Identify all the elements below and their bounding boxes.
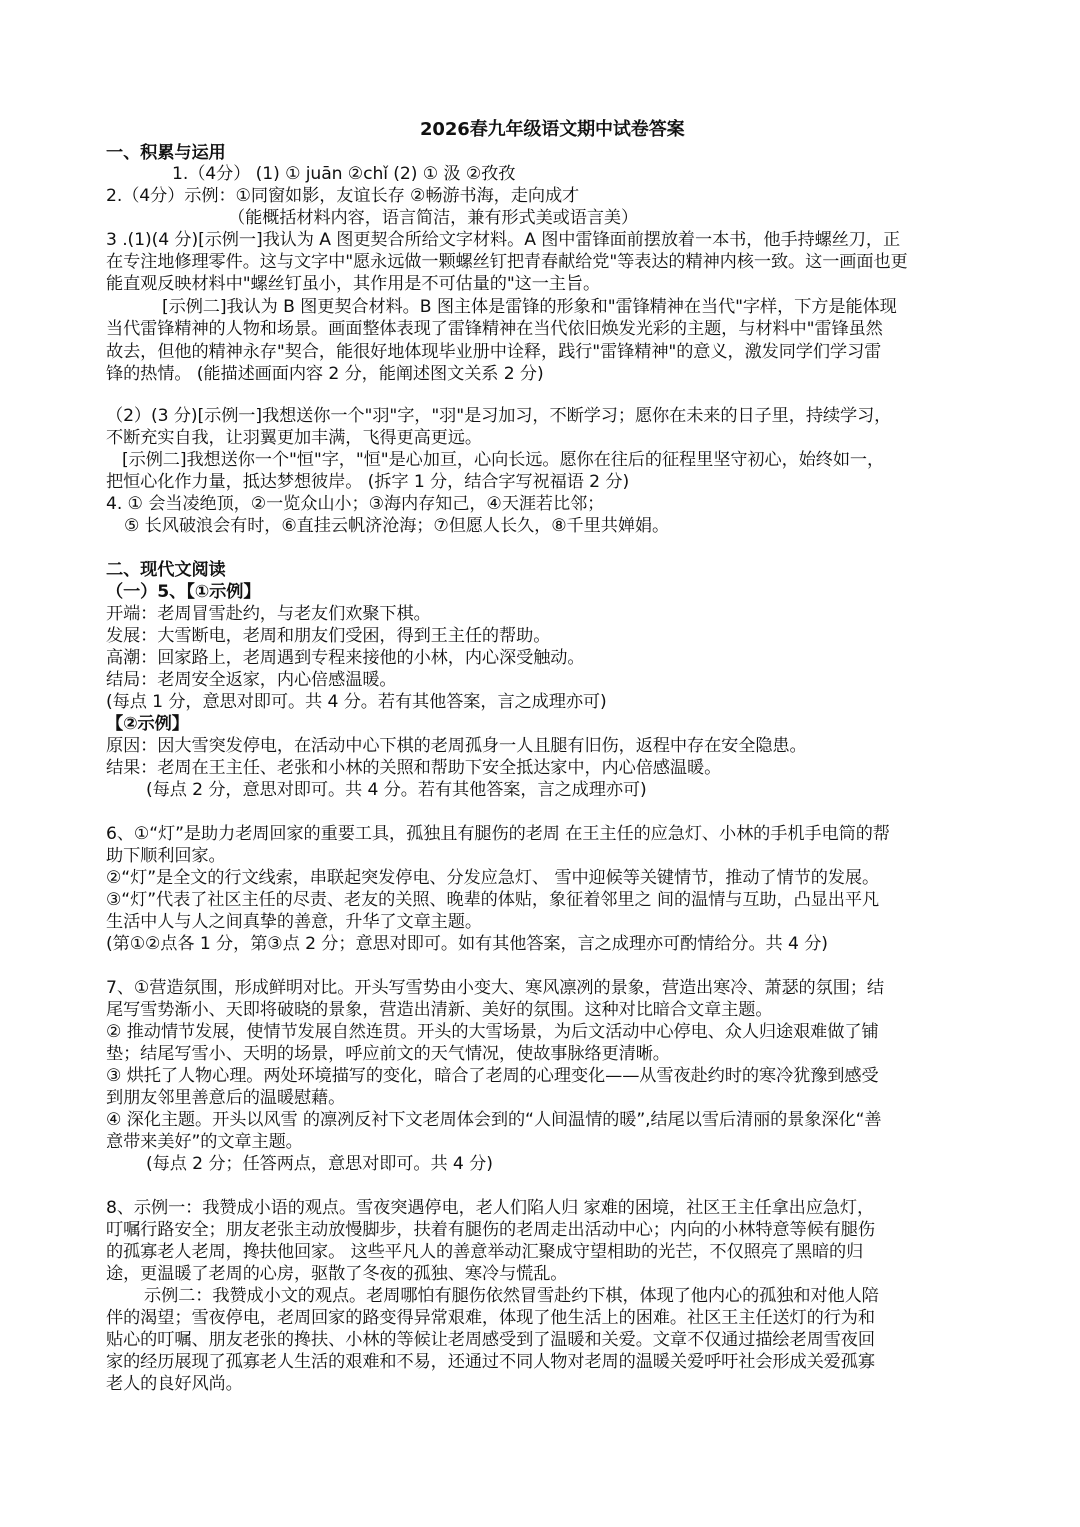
answer-line: ④ 深化主题。开头以风雪 的凛冽反衬下文老周体会到的“人间温情的暖”,结尾以雪后清丽的景象深化“善 [106,1110,882,1130]
answer-line: 把恒心化作力量，抵达梦想彼岸。 (拆字 1 分，结合字写祝福语 2 分) [106,472,630,492]
answer-line: 2.（4分）示例：①同窗如影，友谊长存 ②畅游书海，走向成才 [106,186,580,206]
answer-line: 发展：大雪断电，老周和朋友们受困，得到王主任的帮助。 [106,626,551,646]
answer-line: （2）(3 分)[示例一]我想送你一个"羽"字，"羽"是习加习，不断学习；愿你在未来的日子里，持续学习， [106,406,892,426]
answer-line: 开端：老周冒雪赴约，与老友们欢聚下棋。 [106,604,431,624]
answer-line: 叮嘱行路安全；朋友老张主动放慢脚步，扶着有腿伤的老周走出活动中心；内向的小林特意等候有腿伤 [106,1220,875,1240]
answer-line: 贴心的叮嘱、朋友老张的搀扶、小林的等候让老周感受到了温暖和关爱。文章不仅通过描绘老周雪夜回 [106,1330,875,1350]
answer-line: 尾写雪势渐小、天即将破晓的景象，营造出清新、美好的氛围。这种对比暗合文章主题。 [106,1000,773,1020]
answer-line: 家的经历展现了孤寡老人生活的艰难和不易，还通过不同人物对老周的温暖关爱呼吁社会形成关爱孤寡 [106,1352,875,1372]
answer-line: ③ 烘托了人物心理。两处环境描写的变化，暗合了老周的心理变化——从雪夜赴约时的寒冷犹豫到感受 [106,1066,879,1086]
answer-line: 【②示例】 [106,714,189,734]
answer-line: (每点 2 分，意思对即可。共 4 分。若有其他答案，言之成理亦可) [146,780,647,800]
answer-line: 原因：因大雪突发停电，在活动中心下棋的老周孤身一人且腿有旧伤，返程中存在安全隐患。 [106,736,807,756]
answer-line: 助下顺利回家。 [106,846,226,866]
answer-line: 6、①“灯”是助力老周回家的重要工具，孤独且有腿伤的老周 在王主任的应急灯、小林的手机手电筒的帮 [106,824,890,844]
answer-line: 4. ① 会当凌绝顶，②一览众山小；③海内存知己，④天涯若比邻； [106,494,605,514]
answer-line: ②“灯”是全文的行文线索，串联起突发停电、分发应急灯、 雪中迎候等关键情节，推动了情节的发展。 [106,868,880,888]
answer-line: 意带来美好”的文章主题。 [106,1132,303,1152]
answer-line: ② 推动情节发展，使情节发展自然连贯。开头的大雪场景，为后文活动中心停电、众人归途艰难做了铺 [106,1022,879,1042]
answer-line: ⑤ 长风破浪会有时，⑥直挂云帆济沧海；⑦但愿人长久，⑧千里共婵娟。 [124,516,670,536]
answer-line: (第①②点各 1 分，第③点 2 分；意思对即可。如有其他答案，言之成理亦可酌情给分。共 4 分) [106,934,828,954]
answer-line: 3 .(1)(4 分)[示例一]我认为 A 图更契合所给文字材料。A 图中雷锋面前摆放着一本书，他手持螺丝刀，正 [106,230,901,250]
answer-line: 结局：老周安全返家，内心倍感温暖。 [106,670,397,690]
answer-line: 7、①营造氛围，形成鲜明对比。开头写雪势由小变大、寒风凛冽的景象，营造出寒冷、萧瑟的氛围；结 [106,978,884,998]
answer-line: 老人的良好风尚。 [106,1374,243,1394]
answer-line: 高潮：回家路上，老周遇到专程来接他的小林，内心深受触动。 [106,648,585,668]
answer-line: 示例二：我赞成小文的观点。老周哪怕有腿伤依然冒雪赴约下棋，体现了他内心的孤独和对他人陪 [144,1286,879,1306]
answer-line: ③“灯”代表了社区主任的尽责、老友的关照、晚辈的体贴，象征着邻里之 间的温情与互助，凸显出平凡 [106,890,880,910]
answer-line: 不断充实自我，让羽翼更加丰满，飞得更高更远。 [106,428,482,448]
answer-line: (每点 1 分，意思对即可。共 4 分。若有其他答案，言之成理亦可) [106,692,607,712]
answer-line: 锋的热情。 (能描述画面内容 2 分，能阐述图文关系 2 分) [106,364,544,384]
answer-line: （一）5、【①示例】 [106,582,261,602]
answer-line: [示例二]我认为 B 图更契合材料。B 图主体是雷锋的形象和"雷锋精神在当代"字样，下方是能体现 [162,297,897,317]
answer-line: 8、示例一：我赞成小语的观点。雪夜突遇停电，老人们陷人归 家难的困境，社区王主任拿出应急灯， [106,1198,875,1218]
answer-line: 到朋友邻里善意后的温暖慰藉。 [106,1088,346,1108]
answer-line: 途，更温暖了老周的心房，驱散了冬夜的孤独、寒冷与慌乱。 [106,1264,568,1284]
answer-line: （能概括材料内容，语言简洁，兼有形式美或语言美） [228,208,639,228]
answer-line: 垫；结尾写雪小、天明的场景，呼应前文的天气情况，使故事脉络更清晰。 [106,1044,670,1064]
section-heading: 二、现代文阅读 [106,560,226,580]
answer-line: 1.（4分） (1) ① juān ②chǐ (2) ① 汲 ②孜孜 [172,164,516,184]
answer-line: 能直观反映材料中"螺丝钉虽小，其作用是不可估量的"这一主旨。 [106,274,601,294]
page-title: 2026春九年级语文期中试卷答案 [420,119,685,140]
answer-line: 伴的渴望；雪夜停电，老周回家的路变得异常艰难，体现了他生活上的困难。社区王主任送灯的行为和 [106,1308,875,1328]
answer-line: 故去，但他的精神永存"契合，能很好地体现毕业册中诠释，践行"雷锋精神"的意义，激发同学们学习雷 [106,342,882,362]
answer-line: 的孤寡老人老周，搀扶他回家。 这些平凡人的善意举动汇聚成守望相助的光芒，不仅照亮了黑暗的归 [106,1242,864,1262]
answer-line: 结果：老周在王主任、老张和小林的关照和帮助下安全抵达家中，内心倍感温暖。 [106,758,722,778]
section-heading: 一、积累与运用 [106,143,226,163]
answer-line: 当代雷锋精神的人物和场景。画面整体表现了雷锋精神在当代依旧焕发光彩的主题，与材料中"雷锋虽然 [106,319,883,339]
answer-line: 在专注地修理零件。这与文字中"愿永远做一颗螺丝钉把青春献给党"等表达的精神内核一致。这一画面也更 [106,252,908,272]
answer-line: [示例二]我想送你一个"恒"字，"恒"是心加亘，心向长远。愿你在往后的征程里坚守初心，始终如一， [122,450,885,470]
answer-line: 生活中人与人之间真挚的善意，升华了文章主题。 [106,912,482,932]
answer-line: (每点 2 分；任答两点，意思对即可。共 4 分) [146,1154,493,1174]
